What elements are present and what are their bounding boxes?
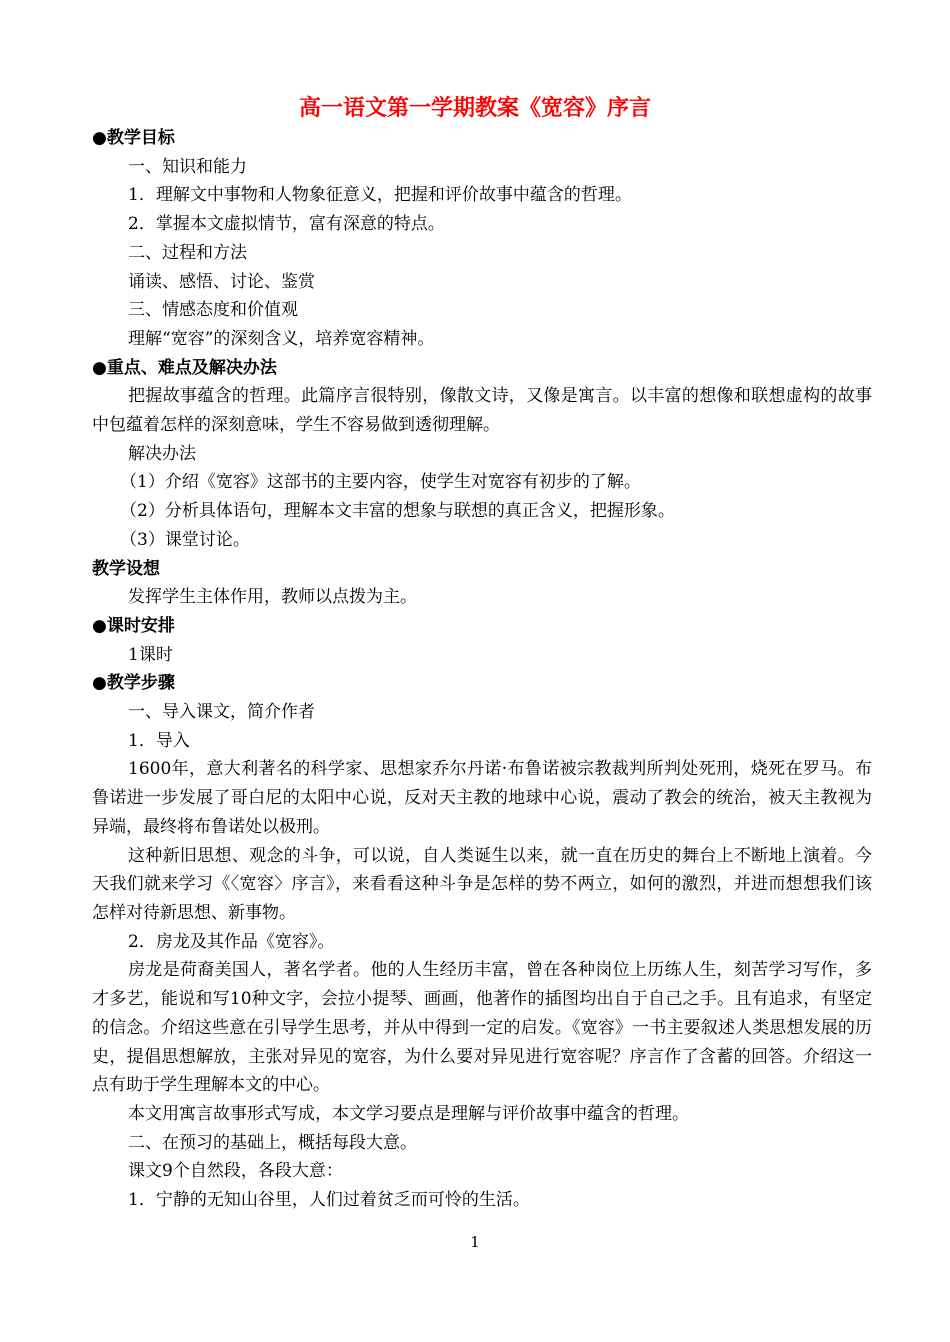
section-heading: ●课时安排	[92, 615, 175, 636]
page-number: 1	[470, 1233, 480, 1251]
document-title: 高一语文第一学期教案《宽容》序言	[298, 96, 651, 121]
text-line: （1）介绍《宽容》这部书的主要内容，使学生对宽容有初步的了解。	[120, 472, 641, 493]
section-heading: ●教学目标	[92, 128, 175, 148]
text-line: 理解“宽容”的深刻含义，培养宽容精神。	[128, 328, 435, 349]
section-heading: ●重点、难点及解决办法	[92, 357, 277, 378]
paragraph: 把握故事蕴含的哲理。此篇序言很特别，像散文诗，又像是寓言。以丰富的想像和联想虚构的故事中包蕴着怎样的深刻意味，学生不容易做到透彻理解。	[92, 386, 872, 436]
text-line: 诵读、感悟、讨论、鉴赏	[128, 271, 315, 292]
paragraph: 房龙是荷裔美国人，著名学者。他的人生经历丰富，曾在各种岗位上历练人生，刻苦学习写作，多才多艺，能说和写10种文字，会拉小提琴、画画，他著作的插图均出自于自己之手。且有追求，有坚定的信念。介绍这些意在引导学生思考，并从中得到一定的启发。《宽容》一书主要叙述人类思想发展的历史，提倡思想解放，主张对异见的宽容，为什么要对异见进行宽容呢？序言作了含蓄的回答。介绍这一点有助于学生理解本文的中心。	[92, 960, 872, 1096]
text-line: （2）分析具体语句，理解本文丰富的想象与联想的真正含义，把握形象。	[120, 501, 675, 522]
section-heading: 教学设想	[92, 558, 160, 579]
text-line: 发挥学生主体作用，教师以点拨为主。	[128, 587, 417, 608]
text-line: 1．宁静的无知山谷里，人们过着贫乏而可怜的生活。	[128, 1190, 530, 1211]
text-line: 二、过程和方法	[128, 242, 247, 263]
text-line: 2．掌握本文虚拟情节，富有深意的特点。	[128, 214, 445, 235]
text-line: 1．理解文中事物和人物象征意义，把握和评价故事中蕴含的哲理。	[128, 185, 632, 206]
text-line: 2．房龙及其作品《宽容》。	[128, 931, 335, 952]
text-line: （3）课堂讨论。	[120, 529, 250, 550]
paragraph: 这种新旧思想、观念的斗争，可以说，自人类诞生以来，就一直在历史的舞台上不断地上演着。今天我们就来学习《〈宽容〉序言》，来看看这种斗争是怎样的势不两立，如何的激烈，并进而想想我们该怎样对待新思想、新事物。	[92, 845, 872, 923]
text-line: 三、情感态度和价值观	[128, 300, 298, 321]
text-line: 解决办法	[128, 443, 196, 464]
text-line: 一、导入课文，简介作者	[128, 702, 315, 723]
text-line: 一、知识和能力	[128, 156, 247, 177]
text-line: 本文用寓言故事形式写成，本文学习要点是理解与评价故事中蕴含的哲理。	[128, 1103, 689, 1124]
text-line: 课文9个自然段，各段大意：	[128, 1161, 343, 1182]
text-line: 二、在预习的基础上，概括每段大意。	[128, 1132, 417, 1153]
section-heading: ●教学步骤	[92, 673, 175, 694]
text-line: 1．导入	[128, 730, 190, 751]
document-body	[92, 124, 872, 1215]
paragraph: 1600年，意大利著名的科学家、思想家乔尔丹诺·布鲁诺被宗教裁判所判处死刑，烧死在罗马。布鲁诺进一步发展了哥白尼的太阳中心说，反对天主教的地球中心说，震动了教会的统治，被天主教视为异端，最终将布鲁诺处以极刑。	[92, 759, 872, 837]
text-line: 1课时	[128, 644, 173, 665]
